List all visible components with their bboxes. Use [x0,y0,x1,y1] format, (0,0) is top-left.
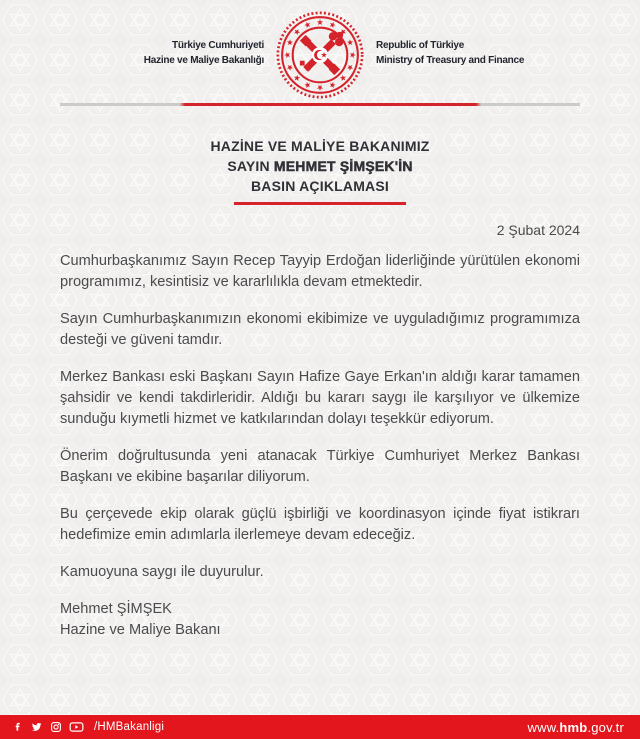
paragraph: Sayın Cumhurbaşkanımızın ekonomi ekibimize ve uyguladığımız programımıza desteği ve güveni tamdır. [60,311,580,348]
instagram-icon[interactable] [50,721,62,733]
youtube-icon[interactable] [69,721,84,733]
press-release-title [0,136,640,205]
org-name-en-line1: Republic of Türkiye [376,40,465,51]
signatory-title: Hazine ve Maliye Bakanı [60,622,221,638]
website-prefix: www. [527,719,560,735]
title-line-3: BASIN AÇIKLAMASI [250,178,389,194]
treasury-ministry-seal-icon [274,9,366,101]
title-minister-name: MEHMET ŞİMŞEK'İN [273,158,413,174]
signature-block [60,599,580,641]
seal-crossed-keys [300,31,344,74]
title-line-1: HAZİNE VE MALİYE BAKANIMIZ [210,138,430,154]
org-name-english [366,39,542,68]
title-line2-prefix: SAYIN [227,158,274,174]
org-name-tr-line1: Türkiye Cumhuriyeti [172,40,264,51]
letterhead [0,0,640,103]
title-underline [234,202,406,205]
website-domain: hmb [559,719,588,735]
title-line-2 [0,156,640,176]
website-suffix: .gov.tr [587,719,624,735]
header-divider [60,103,580,106]
org-name-turkish [98,39,274,68]
facebook-icon[interactable] [12,721,23,733]
paragraph: Cumhurbaşkanımız Sayın Recep Tayyip Erdoğan liderliğinde yürütülen ekonomi programımız, kesintisiz ve kararlılıkla devam etmektedir. [60,253,580,290]
paragraph: Önerim doğrultusunda yeni atanacak Türkiye Cumhuriyet Merkez Bankası Başkanı ve ekibine başarılar diliyorum. [60,448,580,485]
footer-bar [0,715,640,739]
paragraph: Bu çerçevede ekip olarak güçlü işbirliği ve koordinasyon içinde fiyat istikrarı hedefimize emin adımlarla ilerlemeye devam edeceğiz. [60,506,580,543]
signatory-name: Mehmet ŞİMŞEK [60,601,172,617]
twitter-icon[interactable] [30,721,43,733]
paragraph: Kamuoyuna saygı ile duyurulur. [60,564,264,580]
website-link[interactable] [528,720,624,735]
org-name-tr-line2: Hazine ve Maliye Bakanlığı [143,54,264,66]
org-name-en-line2: Ministry of Treasury and Finance [376,54,525,66]
social-links [12,721,164,733]
social-handle[interactable]: /HMBakanligi [94,721,165,733]
date: 2 Şubat 2024 [496,222,580,238]
paragraph: Merkez Bankası eski Başkanı Sayın Hafize Gaye Erkan'ın aldığı karar tamamen şahsidir ve kendi takdirleridir. Aldığı bu kararı saygı ile karşılıyor ve ülkemize sunduğu kıymetli hizmet ve katkılarından dolayı teşekkür ediyorum. [60,369,580,427]
press-release-body [60,251,580,583]
